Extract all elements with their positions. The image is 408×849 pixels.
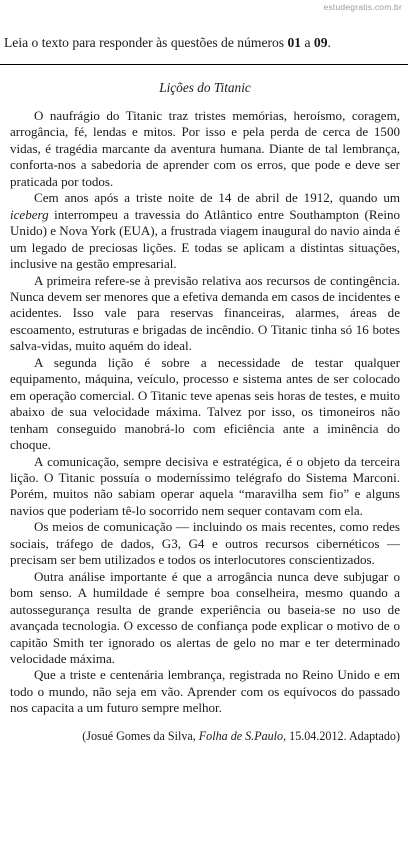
article-title: Lições do Titanic <box>159 80 251 95</box>
paragraph-3: A primeira refere-se à previsão relativa aos recursos de contingência. Nunca devem ser menores que a efetiva demanda em casos de incidentes e acidentes. Isso vale para reservas financeiras, alarmes, áreas de escoamento, estruturas e brigadas de incêndio. O Titanic tinha só 16 botes salva-vidas, muito aquém do ideal. <box>10 272 400 354</box>
source-date: , 15.04.2012. Adaptado) <box>283 728 400 743</box>
iceberg-term: iceberg <box>10 206 49 222</box>
paragraph-2-text-b: interrompeu a travessia do Atlântico entre Southampton (Reino Unido) e Nova York (EUA), a frustrada viagem inaugural do navio ainda é um legado de preciosas lições. E todas se aplicam a distintas situações, inclusive na gestão empresarial. <box>10 206 400 272</box>
paragraph-4: A segunda lição é sobre a necessidade de testar qualquer equipamento, máquina, veículo, processo e sistema antes de ser colocado em operação comercial. O Titanic teve apenas seis horas de testes, e muito abaixo de sua velocidade máxima. Talvez por isso, os timoneiros não tenham conseguido manobrá-lo com eficiência ante a iminência do choque. <box>10 354 400 453</box>
paragraph-2-text-a: Cem anos após a triste noite de 14 de abril de 1912, quando um <box>34 190 400 206</box>
site-watermark: estudegratis.com.br <box>323 2 402 12</box>
question-range-start: 01 <box>287 35 302 50</box>
source-citation <box>10 729 400 744</box>
question-range-end: 09 <box>313 35 328 50</box>
source-author: (Josué Gomes da Silva, <box>82 728 199 743</box>
source-publication: Folha de S.Paulo <box>198 728 284 743</box>
paragraph-2 <box>10 190 400 272</box>
paragraph-7: Outra análise importante é que a arrogância nunca deve subjugar o bom senso. A humildade é sempre boa conselheira, mesmo quando a autossegurança resulta de grande experiência ou baseia-se no uso de avançada tecnologia. O excesso de confiança pode explicar o motivo de o capitão Smith ter ignorado os alertas de gelo no mar e ter determinado velocidade máxima. <box>10 568 400 666</box>
paragraph-5: A comunicação, sempre decisiva e estratégica, é o objeto da terceira lição. O Titanic possuía o moderníssimo telégrafo do Sistema Marconi. Porém, muitos não sabiam operar aquela “maravilha sem fio” e alguns navios que poderiam tê-lo socorrido nem sequer contavam com ela. <box>10 453 400 518</box>
article <box>10 80 400 744</box>
paragraph-8: Que a triste e centenária lembrança, registrada no Reino Unido e em todo o mundo, não seja em vão. Aprender com os equívocos do passado nos capacita a um futuro sempre melhor. <box>10 667 400 716</box>
question-instruction <box>4 34 402 51</box>
instruction-text: Leia o texto para responder às questões de números <box>4 35 288 50</box>
paragraph-6: Os meios de comunicação — incluindo os mais recentes, como redes sociais, tráfego de dados, G3, G4 e outros recursos cibernéticos — precisam ser bem utilizados e todos os interlocutores conscientizados. <box>10 519 400 568</box>
instruction-period: . <box>327 35 331 50</box>
instruction-joiner: a <box>301 35 314 50</box>
paragraph-1: O naufrágio do Titanic traz tristes memórias, heroísmo, coragem, arrogância, fé, lendas e mitos. Por isso e pela perda de cerca de 1500 vidas, é tragédia marcante da aventura humana. Diante de tal lembrança, conforta-nos a sabedoria de aprender com os erros, que pode e deve ser praticada por todos. <box>10 108 400 189</box>
